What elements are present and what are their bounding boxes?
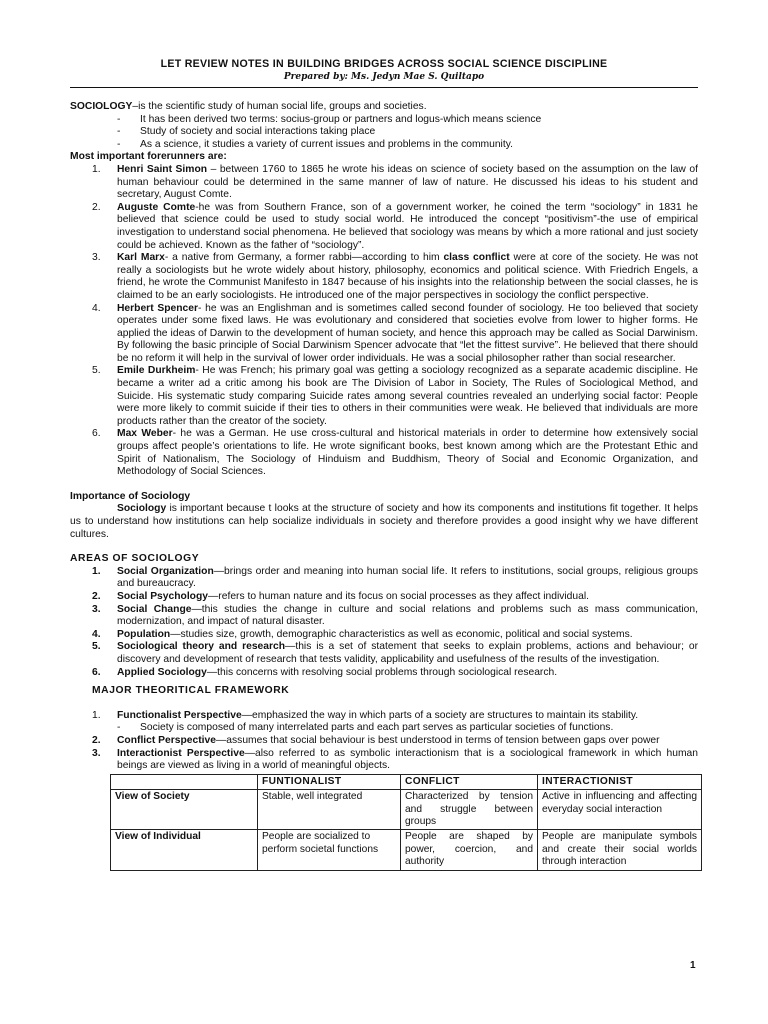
document-body [70,101,698,871]
forerunner-item: 5. Emile Durkheim- He was French; his primary goal was getting a sociology recognized as a separate academic discipline. He became a writer ad a critic among his book are The Division of Labor in Society, The Rules of Sociological Method, and Suicide. His systematic study comparing Suicide rates among several countries revealed an underlying social factor: People were more likely to commit suicide if their ties to others in their communities were weak. He believed that individuals are more products rather than the creator of the society. [92,365,698,427]
area-item: 2. Social Psychology—refers to human nature and its focus on social processes as they affect individual. [92,590,589,602]
table-header-cell: INTERACTIONIST [538,774,702,789]
areas-heading: AREAS OF SOCIOLOGY [70,553,200,565]
table-cell: People are shaped by power, coercion, and authority [401,830,538,870]
area-item: 1. Social Organization—brings order and meaning into human social life. It refers to institutions, social groups, religious groups and bureaucracy. [92,565,699,590]
table-cell: Stable, well integrated [258,790,401,830]
document-title: LET REVIEW NOTES IN BUILDING BRIDGES ACROSS SOCIAL SCIENCE DISCIPLINE [160,58,608,70]
framework-sub-bullet: - Society is composed of many interrelated parts and each part serves as particular societies of functions. [70,722,698,735]
framework-item: 3. Interactionist Perspective—also referred to as symbolic interactionism that is a sociological framework in which human beings are viewed as living in a world of meaningful objects. [92,747,698,772]
table-row [111,830,702,870]
sociology-bullet: - As a science, it studies a variety of current issues and problems in the community. [70,139,698,152]
forerunner-item: 3. Karl Marx- a native from Germany, a former rabbi—according to him class conflict were at core of the society. He was not really a sociologists but he wrote widely about history, philosophy, economics and political science. With Friedrich Engels, a friend, he wrote the Communist Manifesto in 1847 because of his insights into the relationship between the social classes, he is claimed to be an early sociologists. He introduced one of the major perspectives in sociology the conflict perspective. [92,252,698,301]
table-header-cell: FUNTIONALIST [258,774,401,789]
forerunner-item: 2. Auguste Comte-he was from Southern France, son of a government worker, he coined the term “sociology” in 1831 he believed that science could be used to study social world. He introduced the concept “positivism”-the use of empirical investigation to understand social phenomena. He believed that sociology was means by which a more rational and just society could be achieved. Known as the father of “sociology”. [92,201,698,251]
table-header-cell [111,774,258,789]
table-cell: View of Society [111,790,258,830]
table-cell: People are socialized to perform societal functions [258,830,401,870]
table-cell: View of Individual [111,830,258,870]
table-cell: People are manipulate symbols and create their social worlds through interaction [538,830,702,870]
header-rule [70,87,698,88]
table-cell: Characterized by tension and struggle between groups [401,790,538,830]
area-item: 5. Sociological theory and research—this is a set of statement that seeks to explain problems, actions and behaviour; or discovery and development of research that tests validity, applicability and usefulness of the results of the investigation. [92,641,698,665]
area-item: 3. Social Change—this studies the change in culture and social relations and problems such as mass communication, modernization, and impact of natural disaster. [92,603,698,628]
importance-heading: Importance of Sociology [70,490,191,502]
table-header-row [111,774,702,789]
sociology-term: SOCIOLOGY [70,101,133,112]
forerunner-item: 1. Henri Saint Simon – between 1760 to 1865 he wrote his ideas on science of society based on the assumption on the law of human behaviour could be determined in the same manner of law of nature. He discussed his ideas to his student and secretary, August Comte. [92,163,698,201]
sociology-definition: SOCIOLOGY–is the scientific study of human social life, groups and societies. [70,101,427,112]
framework-item: 1. Functionalist Perspective—emphasized the way in which parts of a society are structures to maintain its stability. [92,709,639,721]
table-cell: Active in influencing and affecting everyday social interaction [538,790,702,830]
framework-heading: MAJOR THEORITICAL FRAMEWORK [92,685,290,697]
document-author: Prepared by: Ms. Jedyn Mae S. Quiltapo [283,72,485,82]
table-row [111,790,702,830]
framework-item: 2. Conflict Perspective—assumes that social behaviour is best understood in terms of tension between gaps over power [92,734,660,746]
sociology-bullet: - Study of society and social interactions taking place [70,126,698,139]
forerunner-item: 4. Herbert Spencer- he was an Englishman and is sometimes called second founder of sociology. He too believed that society operates under some fixed laws. He was evolutionary and considered that societies evolve from lower to higher forms. He applied the ideas of Darwin to the development of human society, and hence this approach may be called as Social Darwinism. By following the basic principle of Social Darwinism Spencer advocate that “let the fittest survive”. He believed that there should be no reform it will help in the survival of lower order individuals. He was a social philosopher rather than social researcher. [92,302,698,364]
page-number: 1 [690,960,696,971]
framework-comparison-table [110,774,702,871]
forerunners-heading: Most important forerunners are: [70,151,227,163]
area-item: 6. Applied Sociology—this concerns with resolving social problems through sociological research. [92,666,558,678]
area-item: 4. Population—studies size, growth, demographic characteristics as well as economic, political and social systems. [92,628,633,640]
importance-paragraph: Sociology is important because t looks at the structure of society and how its components and institutions fit together. It helps us to understand how institutions can help socialize individuals in society and therefore provides a good insight why we have different cultures. [70,503,698,540]
forerunner-item: 6. Max Weber- he was a German. He use cross-cultural and historical materials in order to determine how extensively social groups affect people’s orientations to life. He wrote significant books, best known among which are the Protestant Ethic and Spirit of Nationalism, The Sociology of Hinduism and Buddhism, Theory of Social and Economic Organization, and Methodology of Social Sciences. [92,428,698,478]
table-header-cell: CONFLICT [401,774,538,789]
sociology-bullet: - It has been derived two terms: socius-group or partners and logus-which means science [70,114,698,127]
